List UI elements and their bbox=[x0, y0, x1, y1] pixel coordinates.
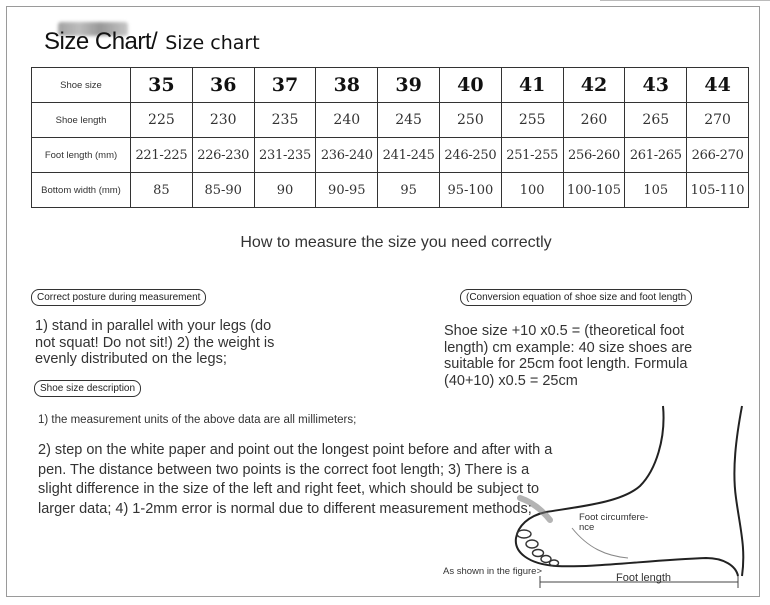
shoe-length-cell: 250 bbox=[439, 103, 501, 138]
toes-icon bbox=[517, 530, 559, 566]
foot-length-cell: 251-255 bbox=[501, 138, 563, 173]
conversion-text: Shoe size +10 x0.5 = (theoretical foot length) cm example: 40 size shoes are suitable for 25cm foot length. Formula (40+10) x0.5 = 25cm bbox=[444, 323, 693, 389]
foot-length-label: Foot length bbox=[616, 572, 672, 584]
row-label-foot-length: Foot length (mm) bbox=[32, 138, 131, 173]
foot-length-cell: 266-270 bbox=[687, 138, 749, 173]
foot-outline-front bbox=[516, 406, 738, 576]
bottom-width-cell: 85 bbox=[131, 173, 193, 208]
how-to-measure-heading: How to measure the size you need correctly bbox=[240, 234, 552, 251]
bottom-width-cell: 100 bbox=[501, 173, 563, 208]
figure-caption: As shown in the figure> bbox=[443, 566, 543, 577]
foot-illustration bbox=[480, 398, 750, 590]
size-cell: 40 bbox=[439, 68, 501, 103]
description-note-1: 1) the measurement units of the above data are all millimeters; bbox=[38, 414, 357, 426]
foot-length-cell: 241-245 bbox=[378, 138, 440, 173]
row-label-shoe-size: Shoe size bbox=[32, 68, 131, 103]
bottom-width-cell: 90-95 bbox=[316, 173, 378, 208]
foot-length-cell: 236-240 bbox=[316, 138, 378, 173]
shoe-length-cell: 255 bbox=[501, 103, 563, 138]
foot-length-cell: 246-250 bbox=[439, 138, 501, 173]
size-cell: 41 bbox=[501, 68, 563, 103]
pen-mark bbox=[520, 498, 550, 520]
shoe-length-cell: 245 bbox=[378, 103, 440, 138]
shoe-length-cell: 260 bbox=[563, 103, 625, 138]
size-cell: 39 bbox=[378, 68, 440, 103]
size-cell: 43 bbox=[625, 68, 687, 103]
description-label: Shoe size description bbox=[34, 380, 141, 397]
shoe-length-cell: 235 bbox=[254, 103, 316, 138]
table-row-shoe-size bbox=[32, 68, 749, 103]
shoe-length-cell: 225 bbox=[131, 103, 193, 138]
description-text: 2) step on the white paper and point out the longest point before and after with a pen. The distance between two points is the correct foot length; 3) There is a slight difference in the size of the left and right feet, which should be subject to larger data; 4) 1-2mm error is normal due to different measurement methods; bbox=[38, 442, 553, 517]
size-cell: 38 bbox=[316, 68, 378, 103]
conversion-label: (Conversion equation of shoe size and foot length bbox=[460, 289, 692, 306]
foot-circumference-label: Foot circumfere-nce bbox=[579, 512, 649, 533]
bottom-width-cell: 90 bbox=[254, 173, 316, 208]
row-label-shoe-length: Shoe length bbox=[32, 103, 131, 138]
foot-outline-heel bbox=[734, 406, 743, 576]
size-cell: 37 bbox=[254, 68, 316, 103]
size-cell: 44 bbox=[687, 68, 749, 103]
table-row-foot-length bbox=[32, 138, 749, 173]
bottom-width-cell: 105-110 bbox=[687, 173, 749, 208]
table-row-shoe-length bbox=[32, 103, 749, 138]
foot-length-cell: 261-265 bbox=[625, 138, 687, 173]
bottom-width-cell: 85-90 bbox=[192, 173, 254, 208]
size-table bbox=[31, 67, 749, 208]
foot-length-cell: 221-225 bbox=[131, 138, 193, 173]
shoe-length-cell: 270 bbox=[687, 103, 749, 138]
row-label-bottom-width: Bottom width (mm) bbox=[32, 173, 131, 208]
bottom-width-cell: 95 bbox=[378, 173, 440, 208]
shoe-length-cell: 265 bbox=[625, 103, 687, 138]
bottom-width-cell: 105 bbox=[625, 173, 687, 208]
title-sub: Size chart bbox=[165, 32, 260, 54]
shoe-length-cell: 230 bbox=[192, 103, 254, 138]
table-row-bottom-width bbox=[32, 173, 749, 208]
size-cell: 35 bbox=[131, 68, 193, 103]
bottom-width-cell: 95-100 bbox=[439, 173, 501, 208]
size-cell: 42 bbox=[563, 68, 625, 103]
top-edge-line bbox=[600, 0, 770, 1]
title-main: Size Chart/ bbox=[44, 28, 158, 55]
posture-text: 1) stand in parallel with your legs (do not squat! Do not sit!) 2) the weight is evenly distributed on the legs; bbox=[35, 318, 275, 367]
shoe-length-cell: 240 bbox=[316, 103, 378, 138]
foot-length-cell: 256-260 bbox=[563, 138, 625, 173]
posture-label: Correct posture during measurement bbox=[31, 289, 206, 306]
size-cell: 36 bbox=[192, 68, 254, 103]
foot-length-cell: 231-235 bbox=[254, 138, 316, 173]
page-title bbox=[44, 28, 260, 56]
foot-length-cell: 226-230 bbox=[192, 138, 254, 173]
bottom-width-cell: 100-105 bbox=[563, 173, 625, 208]
